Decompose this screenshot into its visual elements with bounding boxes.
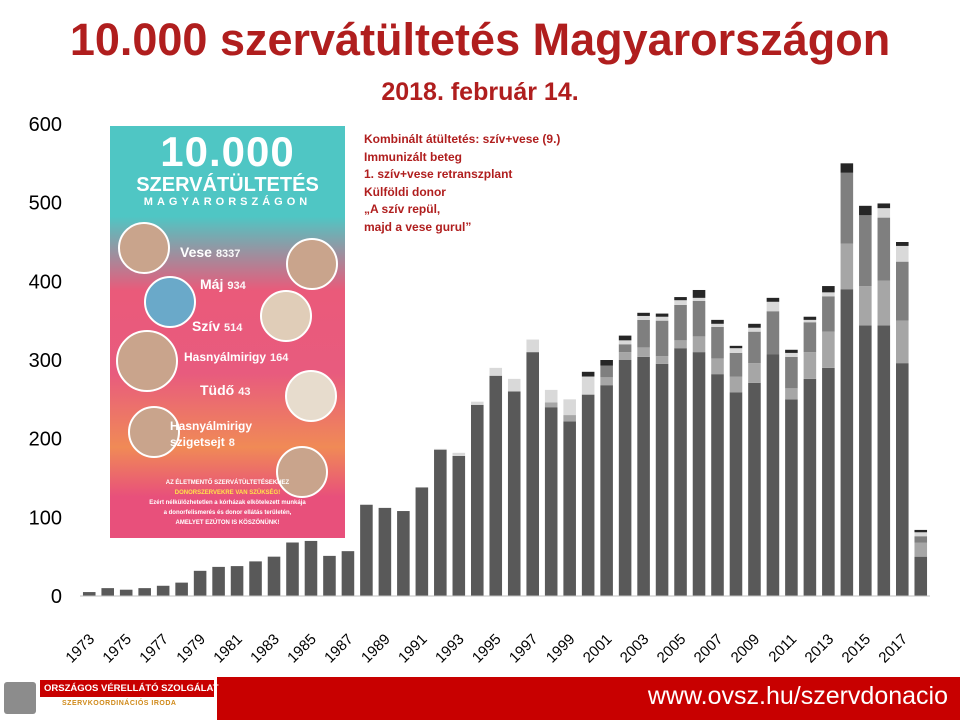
bar-segment [693,298,706,301]
bar-segment [637,347,650,356]
bar-segment [785,399,798,596]
bar-segment [914,536,927,542]
bar-segment [730,353,743,377]
bar-segment [563,415,576,421]
bar-segment [508,391,521,596]
bar-segment [489,376,502,596]
bar-segment [138,588,151,596]
x-tick-label: 1999 [542,630,579,667]
bar-segment [878,218,891,281]
bar-segment [804,379,817,596]
bar-segment [711,374,724,596]
poster-item: Máj 934 [200,276,246,292]
poster-image [110,126,345,538]
bar-segment [711,358,724,374]
bar-segment [434,450,447,596]
y-axis [29,114,62,608]
bar-segment [878,208,891,217]
bar-segment [822,332,835,368]
bar-segment [674,297,687,300]
dept-name: SZERVKOORDINÁCIÓS IRODA [62,700,177,707]
x-tick-label: 1973 [62,630,99,667]
y-tick-label: 600 [28,114,62,136]
bar-segment [841,173,854,244]
bar-segment [859,215,872,286]
photo-circle [116,330,178,392]
x-axis [62,596,930,666]
bar-segment [878,203,891,208]
poster-country: MAGYARORSZÁGON [143,196,312,208]
bar-segment [748,383,761,596]
bar-segment [896,246,909,262]
bar-segment [175,583,188,596]
bar-segment [804,320,817,322]
bar-segment [767,311,780,354]
bar-segment [896,262,909,321]
bar-segment [637,313,650,316]
bar-segment [619,352,632,360]
bar-segment [841,163,854,172]
bar-segment [693,301,706,336]
bar-segment [804,317,817,320]
bar-segment [878,325,891,596]
bar-segment [785,388,798,399]
photo-circle [144,276,196,328]
bar-segment [453,453,466,456]
bar-segment [489,368,502,376]
y-tick-label: 400 [28,271,62,294]
bar-segment [841,244,854,290]
bar-segment [600,377,613,385]
x-tick-label: 2009 [727,630,764,667]
ovsz-logo-icon [4,682,36,714]
y-tick-label: 200 [28,428,62,451]
bar-segment [563,399,576,415]
note-line: Immunizált beteg [364,149,463,164]
bar-segment [896,242,909,246]
photo-circle [286,238,338,290]
bar-segment [785,350,798,353]
bar-segment [730,348,743,353]
bar-segment [693,352,706,596]
bar-segment [711,320,724,324]
x-tick-label: 1995 [468,630,505,667]
footer-url[interactable]: www.ovsz.hu/szervdonacio [647,682,948,710]
bar-segment [120,590,133,596]
bar-segment [305,541,318,596]
bar-segment [101,588,114,596]
bar-segment [822,368,835,596]
bar-segment [656,364,669,596]
bar-segment [914,532,927,536]
bar-segment [914,530,927,532]
bar-segment [600,360,613,366]
bar-segment [804,322,817,352]
bar-segment [600,385,613,596]
bar-segment [896,321,909,363]
x-tick-label: 2005 [653,630,690,667]
poster-item: Hasnyálmirigy 164 [184,350,289,364]
x-tick-label: 1983 [247,630,283,667]
bar-segment [157,586,170,596]
photo-circle [260,290,312,342]
bar-segment [748,324,761,328]
bar-segment [600,366,613,378]
bar-segment [416,487,429,596]
poster-item: Tüdő 43 [200,382,251,398]
poster-item: Szív 514 [192,318,243,334]
y-tick-label: 300 [28,350,62,372]
x-tick-label: 2001 [579,630,616,667]
bar-segment [582,395,595,596]
bar-segment [878,281,891,326]
bar-segment [767,354,780,596]
bar-segment [674,300,687,305]
bar-segment [748,363,761,383]
x-tick-label: 2015 [838,630,875,667]
note-line: majd a vese gurul” [364,219,472,234]
bar-segment [896,363,909,596]
bar-segment [619,340,632,344]
bar-segment [785,357,798,388]
note-line: „A szív repül, [364,202,441,216]
bar-segment [619,344,632,352]
org-name: ORSZÁGOS VÉRELLÁTÓ SZOLGÁLAT [40,680,214,697]
bar-segment [619,336,632,341]
bar-segment [249,561,262,596]
bar-segment [841,289,854,596]
bar-segment [674,348,687,596]
bar-segment [526,352,539,596]
bar-segment [508,379,521,392]
x-tick-label: 1979 [173,630,209,667]
x-tick-label: 1985 [284,630,320,667]
bar-segment [914,557,927,596]
bar-segment [379,508,392,596]
bar-segment [342,551,355,596]
bar-segment [674,305,687,340]
bar-segment [656,317,669,321]
bar-segment [656,356,669,364]
bar-segment [286,543,299,596]
note-line: Külföldi donor [364,184,446,199]
photo-circle [285,370,337,422]
bar-segment [730,392,743,596]
bar-segment [471,402,484,405]
bar-segment [859,325,872,596]
bar-segment [231,566,244,596]
bar-segment [859,206,872,215]
poster-footer: AZ ÉLETMENTŐ SZERVÁTÜLTETÉSEKHEZ DONORSZERVEKRE VAN SZÜKSÉG! Ezért nélkülözhetetlen a kórházak elkötelezett munkája a donorfelismerés és donor ellátás területén, AMELYET EZÚTON IS KÖSZÖNÜNK! [149,480,306,526]
bar-segment [453,456,466,596]
bar-segment [748,332,761,363]
bar-segment [323,556,336,596]
poster-item: Vese 8337 [180,244,241,260]
bar-segment [83,592,96,596]
bar-segment [748,328,761,332]
bar-segment [212,567,225,596]
bar-segment [822,296,835,331]
note-line: Kombinált átültetés: szív+vese (9.) [364,132,561,146]
x-tick-label: 1993 [432,630,468,667]
x-tick-label: 2011 [765,630,801,666]
bar-segment [822,292,835,296]
x-tick-label: 1975 [99,630,136,667]
bar-segment [859,286,872,325]
bar-segment [545,407,558,596]
x-tick-label: 1981 [210,630,246,667]
x-tick-label: 1997 [505,630,542,667]
bar-segment [582,377,595,395]
y-tick-label: 100 [28,507,62,530]
bar-segment [582,372,595,377]
bar-segment [637,320,650,348]
bar-segment [397,511,410,596]
bar-segment [674,340,687,348]
bar-segment [711,327,724,358]
bar-segment [711,324,724,327]
bar-segment [563,421,576,596]
bar-segment [619,360,632,596]
poster-big-number: 10.000 [160,128,295,175]
x-tick-label: 1989 [358,630,394,667]
bar-segment [785,353,798,357]
annotation-notes [364,131,560,236]
bar-segment [360,505,373,596]
poster-item: Hasnyálmirigy szigetsejt 8 [170,419,253,449]
bar-segment [804,352,817,379]
bar-segment [545,390,558,403]
y-tick-label: 0 [50,586,62,608]
bar-segment [194,571,207,596]
photo-circle [118,222,170,274]
y-tick-label: 500 [28,192,62,215]
bar-segment [730,346,743,348]
bar-segment [693,336,706,352]
bar-segment [822,286,835,292]
bar-segment [637,316,650,320]
bar-segment [526,340,539,353]
bar-segment [767,302,780,311]
x-tick-label: 2007 [690,630,727,667]
bar-segment [471,405,484,596]
bar-segment [545,402,558,407]
x-tick-label: 2003 [616,630,653,667]
bar-segment [767,298,780,302]
x-tick-label: 1987 [321,630,357,667]
page-subtitle: 2018. február 14. [381,78,579,106]
bar-segment [434,449,447,450]
x-tick-label: 1991 [395,630,431,667]
x-tick-label: 2013 [801,630,838,667]
x-tick-label: 2017 [875,630,912,667]
bar-segment [656,321,669,356]
bar-segment [637,357,650,596]
bar-segment [268,557,281,596]
bar-segment [693,290,706,298]
bar-segment [656,314,669,317]
note-line: 1. szív+vese retranszplant [364,167,513,181]
bar-segment [914,543,927,557]
x-tick-label: 1977 [136,630,172,667]
poster-headline: SZERVÁTÜLTETÉS [136,174,319,196]
bar-segment [730,377,743,393]
page-title: 10.000 szervátültetés Magyarországon [69,14,891,65]
